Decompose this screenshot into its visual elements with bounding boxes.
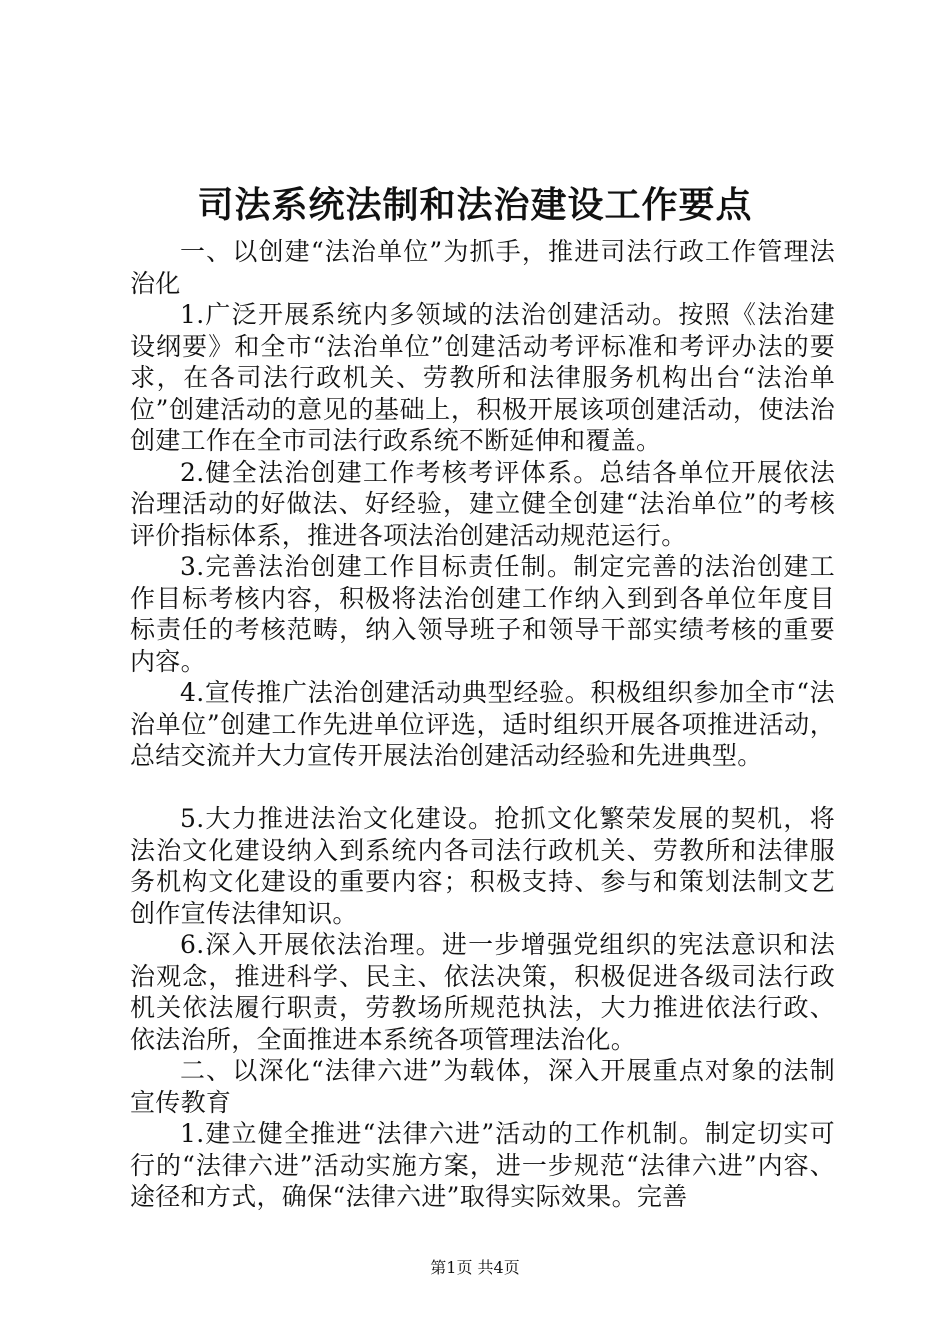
blank-line — [130, 772, 835, 804]
paragraph: 2.健全法治创建工作考核考评体系。总结各单位开展依法治理活动的好做法、好经验，建立健全创建“法治单位”的考核评价指标体系，推进各项法治创建活动规范运行。 — [130, 457, 835, 550]
section-heading: 二、以深化“法律六进”为载体，深入开展重点对象的法制宣传教育 — [130, 1056, 835, 1117]
section-heading: 一、以创建“法治单位”为抓手，推进司法行政工作管理法治化 — [130, 237, 835, 298]
paragraph: 1.广泛开展系统内多领域的法治创建活动。按照《法治建设纲要》和全市“法治单位”创建活动考评标准和考评办法的要求，在各司法行政机关、劳教所和法律服务机构出台“法治单位”创建活动的意见的基础上，积极开展该项创建活动，使法治创建工作在全市司法行政系统不断延伸和覆盖。 — [130, 300, 835, 455]
paragraph: 3.完善法治创建工作目标责任制。制定完善的法治创建工作目标考核内容，积极将法治创建工作纳入到到各单位年度目标责任的考核范畴，纳入领导班子和领导干部实绩考核的重要内容。 — [130, 552, 835, 676]
document-title: 司法系统法制和法治建设工作要点 — [197, 184, 753, 226]
paragraph: 5.大力推进法治文化建设。抢抓文化繁荣发展的契机，将法治文化建设纳入到系统内各司法行政机关、劳教所和法律服务机构文化建设的重要内容；积极支持、参与和策划法制文艺创作宣传法律知识。 — [130, 804, 835, 928]
paragraph: 1.建立健全推进“法律六进”活动的工作机制。制定切实可行的“法律六进”活动实施方案，进一步规范“法律六进”内容、途径和方式，确保“法律六进”取得实际效果。完善 — [130, 1119, 835, 1211]
paragraph: 4.宣传推广法治创建活动典型经验。积极组织参加全市“法治单位”创建工作先进单位评选，适时组织开展各项推进活动，总结交流并大力宣传开展法治创建活动经验和先进典型。 — [130, 678, 835, 770]
page-number-footer: 第1页 共4页 — [430, 1258, 520, 1277]
document-body — [130, 236, 835, 1213]
paragraph: 6.深入开展依法治理。进一步增强党组织的宪法意识和法治观念，推进科学、民主、依法决策，积极促进各级司法行政机关依法履行职责，劳教场所规范执法，大力推进依法行政、依法治所，全面推进本系统各项管理法治化。 — [130, 930, 835, 1054]
